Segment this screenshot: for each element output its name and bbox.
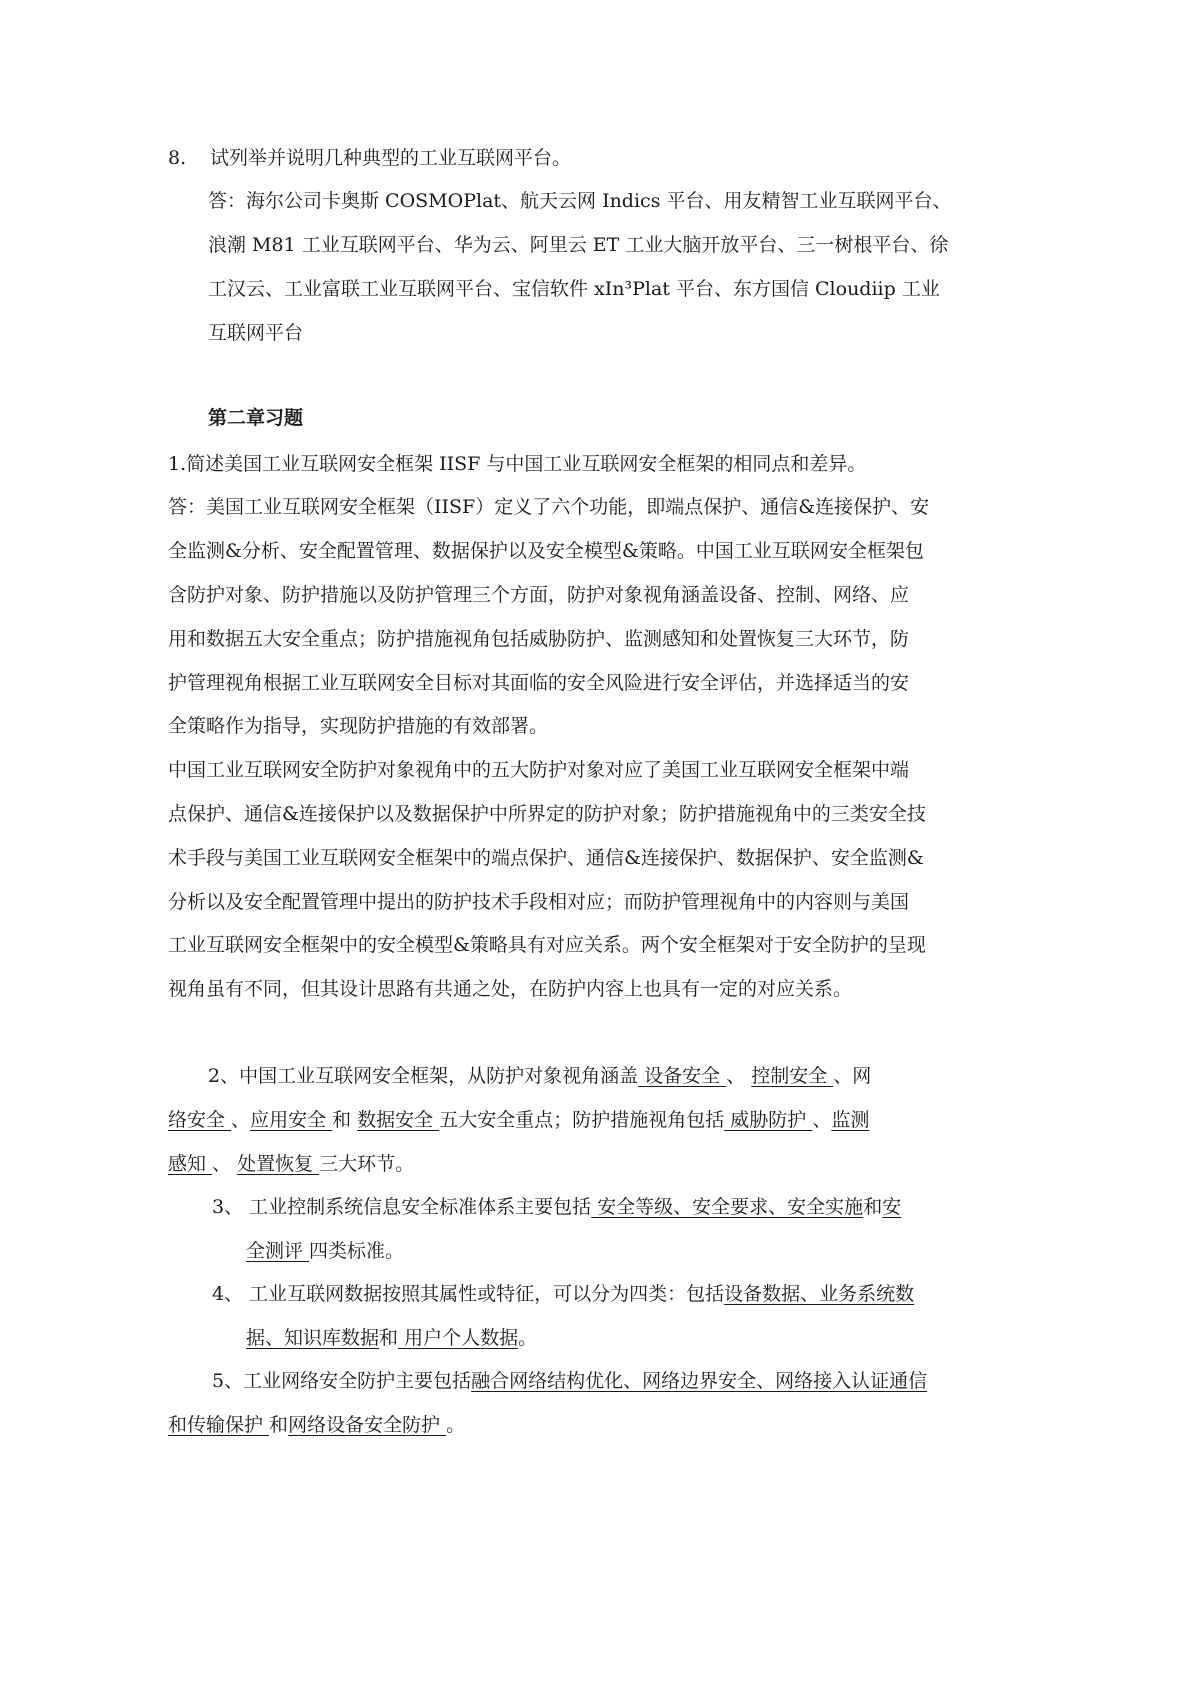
text: 、 bbox=[231, 1109, 251, 1131]
q8-number: 8. bbox=[168, 147, 187, 169]
ch2-q1-answer-line: 含防护对象、防护措施以及防护管理三个方面，防护对象视角涵盖设备、控制、网络、应 bbox=[168, 584, 910, 606]
text: 。 bbox=[518, 1327, 538, 1349]
blank-answer: 全测评 bbox=[246, 1240, 310, 1262]
blank-answer: 设备安全 bbox=[638, 1065, 727, 1087]
ch2-q1-answer-line: 点保护、通信&连接保护以及数据保护中所界定的防护对象；防护措施视角中的三类安全技 bbox=[168, 803, 926, 825]
chapter-title: 第二章习题 bbox=[208, 407, 304, 429]
ch2-q2-line bbox=[168, 1107, 869, 1133]
ch2-q1-answer-line: 视角虽有不同，但其设计思路有共通之处，在防护内容上也具有一定的对应关系。 bbox=[168, 978, 853, 1000]
blank-answer: 监测 bbox=[831, 1109, 870, 1131]
text: 、网 bbox=[833, 1065, 872, 1087]
text: 和 bbox=[379, 1327, 399, 1349]
q8-question bbox=[168, 145, 571, 171]
ch2-q1-answer-line: 答：美国工业互联网安全框架（IISF）定义了六个功能，即端点保护、通信&连接保护、安 bbox=[168, 496, 930, 518]
ch2-q1-answer-line: 中国工业互联网安全防护对象视角中的五大防护对象对应了美国工业互联网安全框架中端 bbox=[168, 759, 910, 781]
blank-answer: 数据安全 bbox=[357, 1109, 440, 1131]
text: 3、 工业控制系统信息安全标准体系主要包括 bbox=[212, 1196, 592, 1218]
ch2-q1-answer-line: 分析以及安全配置管理中提出的防护技术手段相对应；而防护管理视角中的内容则与美国 bbox=[168, 891, 910, 913]
blank-answer: 络安全 bbox=[168, 1109, 232, 1131]
q8-answer-line: 互联网平台 bbox=[208, 322, 304, 344]
ch2-q3-line bbox=[246, 1238, 404, 1264]
text: 、 bbox=[212, 1153, 238, 1175]
text: 和 bbox=[332, 1109, 358, 1131]
q8-answer-line: 答：海尔公司卡奥斯 COSMOPlat、航天云网 Indics 平台、用友精智工业互联网平台、 bbox=[208, 190, 952, 212]
ch2-q1-answer-line: 全监测&分析、安全配置管理、数据保护以及安全模型&策略。中国工业互联网安全框架包 bbox=[168, 540, 924, 562]
blank-answer: 设备数据、业务系统数 bbox=[724, 1283, 915, 1305]
text: 5、工业网络安全防护主要包括 bbox=[212, 1370, 472, 1392]
ch2-q1-question: 1.简述美国工业互联网安全框架 IISF 与中国工业互联网安全框架的相同点和差异。 bbox=[168, 453, 867, 475]
ch2-q4-line bbox=[212, 1281, 914, 1307]
blank-answer: 安全等级、安全要求、安全实施 bbox=[591, 1196, 864, 1218]
blank-answer: 据、知识库数据 bbox=[246, 1327, 380, 1349]
text: 四类标准。 bbox=[309, 1240, 405, 1262]
text: 和 bbox=[863, 1196, 883, 1218]
blank-answer: 融合网络结构优化、网络边界安全、网络接入认证通信 bbox=[471, 1370, 928, 1392]
blank-answer: 用户个人数据 bbox=[398, 1327, 519, 1349]
ch2-q3-line bbox=[212, 1194, 901, 1220]
blank-answer: 控制安全 bbox=[751, 1065, 834, 1087]
blank-answer: 和传输保护 bbox=[168, 1414, 270, 1436]
ch2-q1-answer-line: 全策略作为指导，实现防护措施的有效部署。 bbox=[168, 715, 549, 737]
text: 4、 工业互联网数据按照其属性或特征，可以分为四类：包括 bbox=[212, 1283, 725, 1305]
ch2-q4-line bbox=[246, 1325, 537, 1351]
ch2-q1-answer-line: 用和数据五大安全重点；防护措施视角包括威胁防护、监测感知和处置恢复三大环节，防 bbox=[168, 628, 910, 650]
blank-answer: 处置恢复 bbox=[237, 1153, 320, 1175]
ch2-q5-line bbox=[168, 1412, 465, 1438]
ch2-q1-answer-line: 护管理视角根据工业互联网安全目标对其面临的安全风险进行安全评估，并选择适当的安 bbox=[168, 672, 910, 694]
blank-answer: 安 bbox=[882, 1196, 902, 1218]
q8-answer-line: 浪潮 M81 工业互联网平台、华为云、阿里云 ET 工业大脑开放平台、三一树根平台、徐 bbox=[208, 234, 949, 256]
ch2-q1-answer-line: 术手段与美国工业互联网安全框架中的端点保护、通信&连接保护、数据保护、安全监测& bbox=[168, 847, 924, 869]
ch2-q1-answer-line: 工业互联网安全框架中的安全模型&策略具有对应关系。两个安全框架对于安全防护的呈现 bbox=[168, 934, 926, 956]
blank-answer: 应用安全 bbox=[250, 1109, 333, 1131]
q8-answer-line: 工汉云、工业富联工业互联网平台、宝信软件 xIn³Plat 平台、东方国信 Cloudiip 工业 bbox=[208, 278, 940, 300]
text: 三大环节。 bbox=[319, 1153, 415, 1175]
ch2-q5-line bbox=[212, 1368, 927, 1394]
text: 。 bbox=[446, 1414, 466, 1436]
blank-answer: 感知 bbox=[168, 1153, 213, 1175]
text: 、 bbox=[812, 1109, 832, 1131]
text: 2、中国工业互联网安全框架，从防护对象视角涵盖 bbox=[208, 1065, 639, 1087]
text: 五大安全重点；防护措施视角包括 bbox=[439, 1109, 725, 1131]
blank-answer: 威胁防护 bbox=[724, 1109, 813, 1131]
q8-question-text: 试列举并说明几种典型的工业互联网平台。 bbox=[210, 147, 572, 169]
ch2-q2-line bbox=[208, 1063, 871, 1089]
blank-answer: 网络设备安全防护 bbox=[288, 1414, 447, 1436]
text: 和 bbox=[269, 1414, 289, 1436]
ch2-q2-line bbox=[168, 1151, 414, 1177]
text: 、 bbox=[726, 1065, 752, 1087]
